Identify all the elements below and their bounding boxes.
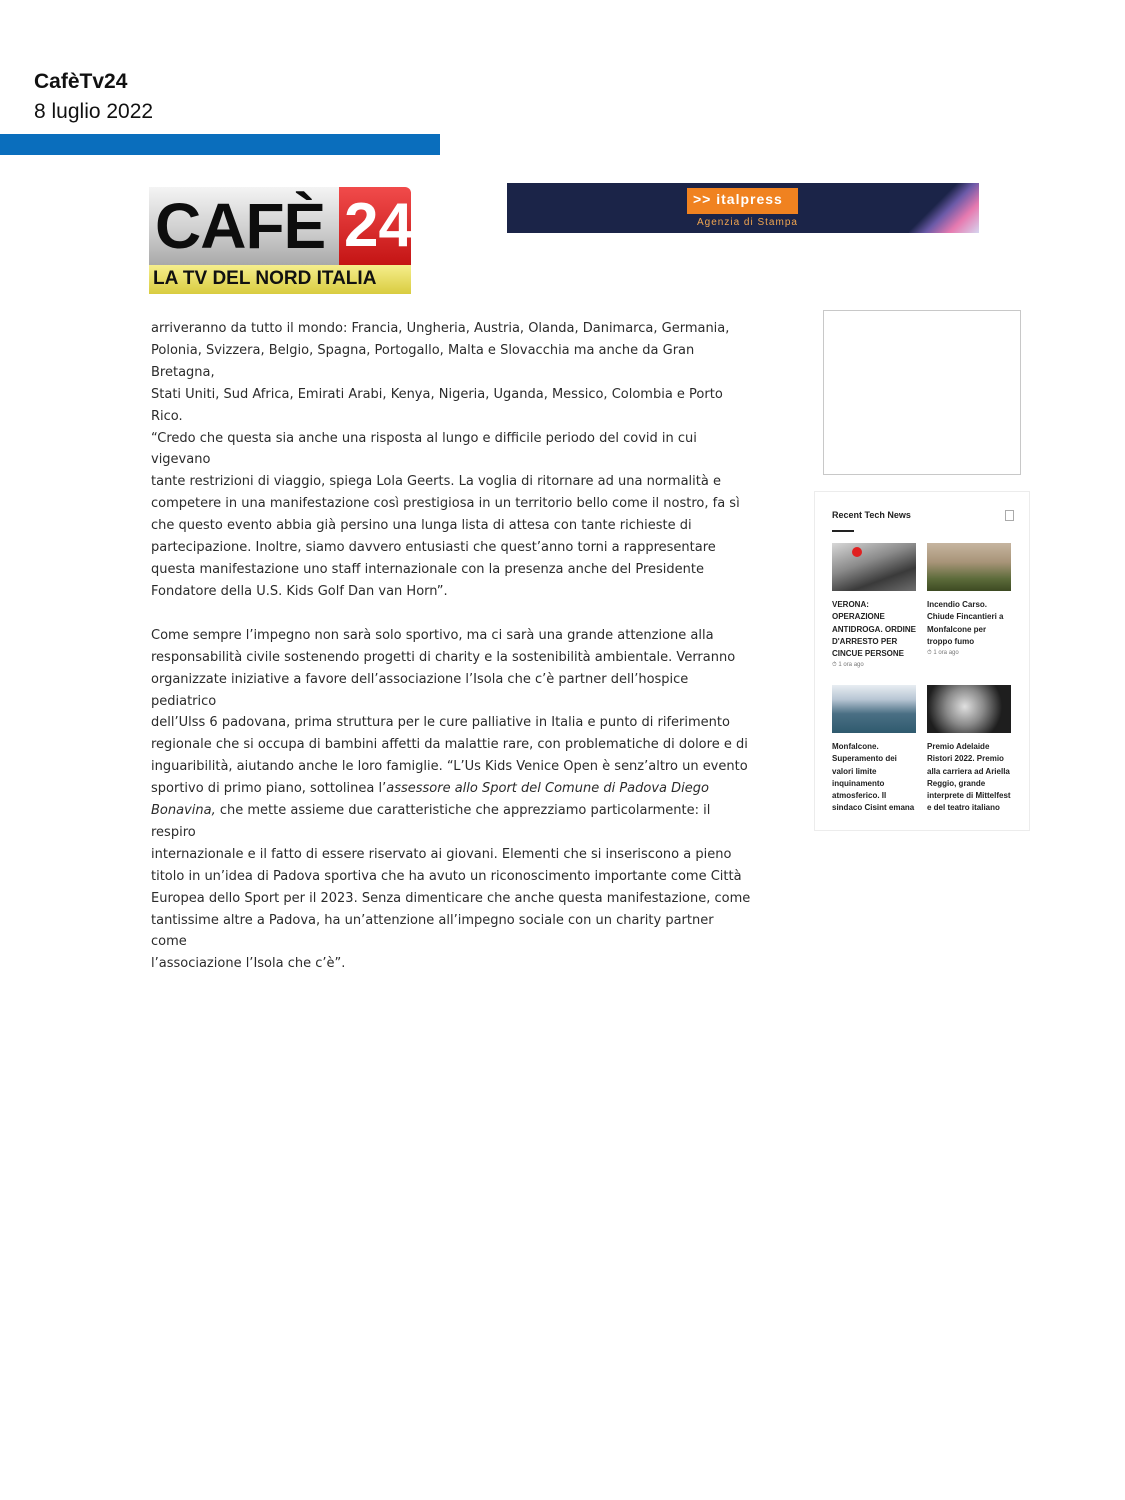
header-accent-bar bbox=[0, 134, 440, 155]
text-line: competere in una manifestazione così prestigiosa in un territorio bello come il nostro, fa sì bbox=[151, 496, 740, 512]
text-line: internazionale e il fatto di essere riservato ai giovani. Elementi che si inseriscono a pieno bbox=[151, 846, 732, 862]
italpress-banner[interactable] bbox=[507, 183, 979, 233]
text-line: arriveranno da tutto il mondo: Francia, Ungheria, Austria, Olanda, Danimarca, Germania, bbox=[151, 321, 730, 336]
text-line: regionale che si occupa di bambini affetti da malattie rare, con problematiche di dolore e di bbox=[151, 737, 748, 753]
text-line: inguaribilità, aiutando anche le loro famiglie. “L’Us Kids Venice Open è senz’altro un evento bbox=[151, 759, 748, 775]
text-segment: sportivo di primo piano, sottolinea l’ bbox=[151, 781, 387, 797]
text-line: tante restrizioni di viaggio, spiega Lola Geerts. La voglia di ritornare ad una normalità e bbox=[151, 474, 721, 490]
news-thumbnail[interactable] bbox=[832, 543, 916, 591]
text-line: Come sempre l’impegno non sarà solo sportivo, ma ci sarà una grande attenzione alla bbox=[151, 627, 714, 643]
news-card[interactable] bbox=[832, 685, 918, 815]
text-segment: che mette assieme due caratteristiche che apprezziamo particolarmente: il respiro bbox=[151, 803, 711, 840]
banner-decoration bbox=[909, 183, 979, 233]
news-headline[interactable]: Incendio Carso. Chiude Fincantieri a Monfalcone per troppo fumo bbox=[927, 600, 1004, 646]
text-line: responsabilità civile sostenendo progetti di charity e la sostenibilità ambientale. Verranno bbox=[151, 649, 736, 665]
text-line: Fondatore della U.S. Kids Golf Dan van Horn”. bbox=[151, 583, 448, 599]
text-line: partecipazione. Inoltre, siamo davvero entusiasti che quest’anno torni a rappresentare bbox=[151, 540, 716, 556]
text-line: che questo evento abbia già persino una lunga lista di attesa con tante richieste di bbox=[151, 518, 692, 534]
text-line: questa manifestazione uno staff internazionale con la presenza anche del Presidente bbox=[151, 561, 704, 577]
logo-number: 24 bbox=[339, 187, 411, 265]
text-line: dell’Ulss 6 padovana, prima struttura per le cure palliative in Italia e punto di riferimento bbox=[151, 715, 730, 731]
source-name: CafèTv24 bbox=[34, 70, 128, 93]
recent-tech-news-widget bbox=[814, 491, 1030, 831]
cafe24-logo[interactable] bbox=[149, 187, 411, 294]
text-line: tantissime altre a Padova, ha un’attenzione all’impegno sociale con un charity partner come bbox=[151, 912, 714, 950]
banner-subtitle: Agenzia di Stampa bbox=[697, 217, 798, 228]
news-headline[interactable]: Premio Adelaide Ristori 2022. Premio alla carriera ad Ariella Reggio, grande interprete di Mittelfest e del teatro italiano bbox=[927, 742, 1011, 813]
text-line: Polonia, Svizzera, Belgio, Spagna, Portogallo, Malta e Slovacchia ma anche da Gran Bretagna, bbox=[151, 342, 695, 380]
text-line: “Credo che questa sia anche una risposta al lungo e difficile periodo del covid in cui vigevano bbox=[151, 430, 697, 468]
italic-segment: Bonavina, bbox=[151, 803, 216, 819]
news-card[interactable] bbox=[927, 543, 1013, 657]
news-thumbnail[interactable] bbox=[927, 543, 1011, 591]
logo-tagline: LA TV DEL NORD ITALIA bbox=[149, 265, 411, 294]
news-timestamp: ⏱ 1 ora ago bbox=[927, 650, 959, 657]
text-line bbox=[151, 778, 753, 800]
text-line: Europea dello Sport per il 2023. Senza dimenticare che anche questa manifestazione, come bbox=[151, 890, 751, 906]
text-line: organizzate iniziative a favore dell’associazione l’Isola che c’è partner dell’hospice pediatrico bbox=[151, 671, 689, 709]
widget-title: Recent Tech News bbox=[832, 510, 911, 520]
publication-date: 8 luglio 2022 bbox=[34, 100, 154, 123]
paragraph-gap bbox=[151, 603, 753, 625]
widget-title-underline bbox=[832, 530, 854, 532]
article-paragraph-1 bbox=[151, 318, 753, 603]
article-body bbox=[151, 318, 753, 972]
text-line: titolo in un’idea di Padova sportiva che ha avuto un riconoscimento importante come Città bbox=[151, 868, 742, 884]
news-card[interactable] bbox=[832, 543, 918, 669]
text-line: Stati Uniti, Sud Africa, Emirati Arabi, Kenya, Nigeria, Uganda, Messico, Colombia e Porto Rico. bbox=[151, 386, 723, 424]
italic-segment: assessore allo Sport del Comune di Padova Diego bbox=[386, 781, 709, 797]
document-icon bbox=[1005, 510, 1014, 521]
text-line bbox=[151, 800, 753, 844]
article-paragraph-2 bbox=[151, 625, 753, 976]
news-headline[interactable]: Monfalcone. Superamento dei valori limite inquinamento atmosferico. Il sindaco Cisint emana bbox=[832, 742, 915, 813]
news-timestamp: ⏱ 1 ora ago bbox=[832, 662, 864, 669]
news-card[interactable] bbox=[927, 685, 1013, 815]
text-line: l’associazione l’Isola che c’è”. bbox=[151, 956, 346, 972]
news-thumbnail[interactable] bbox=[927, 685, 1011, 733]
ad-placeholder[interactable] bbox=[823, 310, 1021, 475]
news-thumbnail[interactable] bbox=[832, 685, 916, 733]
italpress-logo: >> italpress bbox=[687, 188, 798, 214]
logo-wordmark: CAFÈ bbox=[149, 187, 339, 265]
news-headline[interactable]: VERONA: OPERAZIONE ANTIDROGA. ORDINE D'ARRESTO PER CINCUE PERSONE bbox=[832, 600, 916, 659]
